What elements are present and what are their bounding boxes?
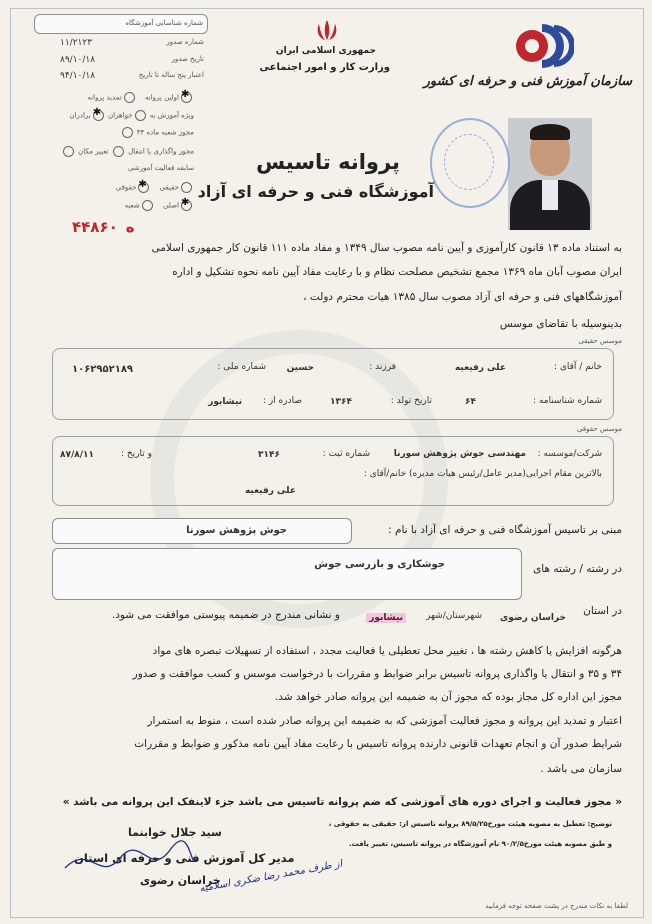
- approval-text: و نشانی مندرج در ضمیمه پیوستی موافقت می شود.: [111, 609, 340, 621]
- option-row-1: [87, 92, 194, 103]
- signatory-province: خراسان رضوی: [140, 874, 221, 887]
- option-row-7: [125, 200, 194, 211]
- founder-name: علی رفیعیه: [454, 363, 506, 373]
- renew-permit-label: تمدید پروانه: [87, 93, 122, 102]
- manager-label: بالاترین مقام اجرایی(مدیر عامل/رئیس هیات مدیره) خانم/آقای :: [363, 469, 602, 479]
- sisters-radio[interactable]: [135, 110, 146, 121]
- serial-mark: ه: [125, 218, 135, 236]
- condition-line-5: شرایط صدور آن و انجام تعهدات قانونی دارنده پروانه تاسیس با رعایت مفاد آیین نامه مذکور و ضوابط و مقررات: [134, 738, 622, 750]
- school-name: جوش پژوهش سورنا: [186, 525, 287, 536]
- birth-label: تاریخ تولد :: [390, 396, 432, 406]
- signature-scribble-icon: [60, 838, 200, 888]
- father-label: فرزند :: [369, 362, 396, 372]
- province-label: در استان: [583, 605, 622, 617]
- serial-digits: ۴۴۸۶۰: [72, 218, 118, 236]
- main-label: اصلی: [162, 201, 179, 210]
- training-history-label: سابقه فعالیت آموزشی: [127, 164, 194, 172]
- school-id-box: [34, 14, 208, 34]
- iran-emblem-icon: [314, 18, 340, 42]
- condition-line-3: مجوز این اداره کل مجاز بوده که مجوز آن به ضمیمه این پروانه صادر خواهد شد.: [274, 691, 622, 703]
- condition-line-4: اعتبار و تمدید این پروانه و مجوز فعالیت آموزشی که به ضمیمه این پروانه صادر شده است ، منوط به استمرار: [147, 715, 622, 727]
- serial-number: [72, 218, 135, 236]
- certificate-subtitle: آموزشگاه فنی و حرفه ای آزاد: [197, 182, 434, 201]
- option-row-3: [120, 127, 194, 138]
- country-name: جمهوری اسلامی ایران: [275, 46, 376, 56]
- location-label: تغییر مکان: [78, 147, 109, 156]
- city-name: نیشابور: [366, 613, 406, 623]
- option-row-5: [128, 164, 194, 172]
- brothers-radio[interactable]: [93, 110, 104, 121]
- father-name: حسین: [286, 363, 314, 373]
- signatory-title: مدیر کل آموزش فنی و حرفه ای استان: [74, 851, 295, 865]
- photo-shirt: [542, 180, 558, 210]
- issue-date: ۸۹/۱۰/۱۸: [60, 55, 96, 65]
- handwritten-signature: از طرف محمد رضا ضکری اسلامیه: [198, 858, 344, 895]
- special-label: ویژه آموزش به: [149, 111, 194, 120]
- preamble-line-4: بدینوسیله با تقاضای موسس: [499, 318, 622, 330]
- footnote-1: توضیح: تعطیل به مصوبه هیئت مورخ۸۹/۵/۲۵ پروانه تاسیس از: حقیقی به حقوقی ،: [328, 820, 612, 828]
- reg-no-label: شماره ثبت :: [322, 449, 370, 459]
- school-name-box: [52, 518, 352, 544]
- id-no: ۶۴: [465, 397, 476, 407]
- birth-year: ۱۳۶۴: [330, 397, 352, 407]
- certificate-title: پروانه تاسیس: [256, 150, 400, 174]
- field-box: [52, 548, 522, 600]
- official-stamp: [430, 118, 510, 208]
- manager-name: علی رفیعیه: [244, 486, 296, 496]
- preamble-line-1: به استناد ماده ۱۳ قانون کارآموزی و آیین نامه مصوب سال ۱۳۴۹ و مفاد ماده ۱۱۱ قانون کار جمهوری اسلامی: [151, 242, 622, 254]
- founder-name-label: خانم / آقای :: [553, 362, 602, 372]
- signatory-name: سید جلال خوابنما: [128, 826, 222, 839]
- school-id-label: شماره شناسایی آموزشگاه: [125, 19, 203, 27]
- branch-permit-label: مجوز شعبه ماده ۳۴: [136, 128, 194, 137]
- real-founder-section-label: موسس حقیقی: [578, 337, 622, 345]
- option-row-4: [61, 146, 194, 157]
- school-name-label: مبنی بر تاسیس آموزشگاه فنی و حرفه ای آزاد با نام :: [388, 524, 622, 536]
- validity-label: اعتبار پنج ساله تا تاریخ: [138, 71, 204, 79]
- field-name: جوشکاری و بازرسی جوش: [314, 559, 445, 570]
- national-id-label: شماره ملی :: [217, 362, 266, 372]
- id-no-label: شماره شناسنامه :: [533, 396, 602, 406]
- preamble-line-2: ایران مصوب آبان ماه ۱۳۶۹ مجمع تشخیص مصلحت نظام و با رعایت مفاد آیین نامه نحوه تشکیل و اداره: [172, 266, 622, 278]
- branch-label: شعبه: [124, 201, 140, 210]
- sisters-label: خواهران: [107, 111, 133, 120]
- option-row-2: [69, 110, 194, 121]
- founder-photo: [508, 118, 592, 230]
- issue-no: ۱۱/۲۱۲۳: [60, 38, 93, 48]
- org-logo-icon: [512, 20, 574, 70]
- real-radio[interactable]: [181, 182, 192, 193]
- footnote-2: و طبق مصوبه هیئت مورخ۹۰/۲/۵ نام آموزشگاه در پروانه تاسیس، تغییر یافت.: [349, 840, 612, 848]
- option-row-6: [116, 182, 194, 193]
- field-label: در رشته / رشته های: [533, 563, 622, 575]
- validity-date: ۹۴/۱۰/۱۸: [60, 71, 96, 81]
- issued-place: نیشابور: [208, 397, 242, 407]
- issued-label: صادره از :: [262, 396, 302, 406]
- branch-permit-radio[interactable]: [122, 127, 133, 138]
- first-permit-radio[interactable]: [181, 92, 192, 103]
- real-label: حقیقی: [159, 183, 179, 192]
- reg-date: ۸۷/۸/۱۱: [60, 450, 95, 460]
- reg-no: ۳۱۴۶: [258, 450, 280, 460]
- city-label: شهرستان/شهر: [426, 611, 482, 621]
- back-page-note: لطفا به نکات مندرج در پشت صفحه توجه فرمایید: [485, 902, 628, 910]
- branch-radio[interactable]: [142, 200, 153, 211]
- national-id: ۱۰۶۲۹۵۲۱۸۹: [72, 364, 134, 375]
- condition-line-6: سازمان می باشد .: [540, 763, 622, 775]
- org-name: سازمان آموزش فنی و حرفه ای کشور: [423, 74, 632, 89]
- location-radio[interactable]: [63, 146, 74, 157]
- transfer-label: مجوز واگذاری یا انتقال: [128, 147, 194, 156]
- stamp-inner-ring: [444, 134, 494, 190]
- photo-hair: [530, 124, 570, 140]
- issue-no-label: شماره صدور: [166, 38, 204, 46]
- province-name: خراسان رضوی: [500, 613, 566, 623]
- legal-founder-section-label: موسس حقوقی: [576, 425, 622, 433]
- preamble-line-3: آموزشگاههای فنی و حرفه ای آزاد مصوب سال ۱۳۸۵ هیات محترم دولت ،: [303, 291, 622, 303]
- brothers-label: برادران: [69, 111, 91, 120]
- legal-radio[interactable]: [138, 182, 149, 193]
- reg-date-label: و تاریخ :: [120, 449, 152, 459]
- main-radio[interactable]: [181, 200, 192, 211]
- legal-label: حقوقی: [115, 183, 137, 192]
- real-founder-box: [52, 348, 614, 420]
- condition-line-1: هرگونه افزایش یا کاهش رشته ها ، تغییر محل تعطیلی یا فعالیت مجدد ، استفاده از تسهیلات تبصره های مواد: [152, 645, 622, 657]
- company-name: مهندسی جوش پژوهش سورنا: [393, 449, 526, 459]
- first-permit-label: اولین پروانه: [145, 93, 179, 102]
- renew-permit-radio[interactable]: [124, 92, 135, 103]
- condition-line-2: ۳۴ و ۳۵ و انتقال یا واگذاری پروانه تاسیس برابر ضوابط و مقررات با درخواست موسس و کسب موافقت و صدور: [132, 668, 622, 680]
- issue-date-label: تاریخ صدور: [171, 55, 204, 63]
- appendix-notice: « مجوز فعالیت و اجرای دوره های آموزشی که ضم پروانه تاسیس می باشد جزء لاینفک این پروانه می باشد »: [62, 796, 622, 808]
- ministry-name: وزارت کار و امور اجتماعی: [259, 62, 390, 73]
- company-label: شرکت/موسسه :: [537, 449, 602, 459]
- transfer-radio[interactable]: [113, 146, 124, 157]
